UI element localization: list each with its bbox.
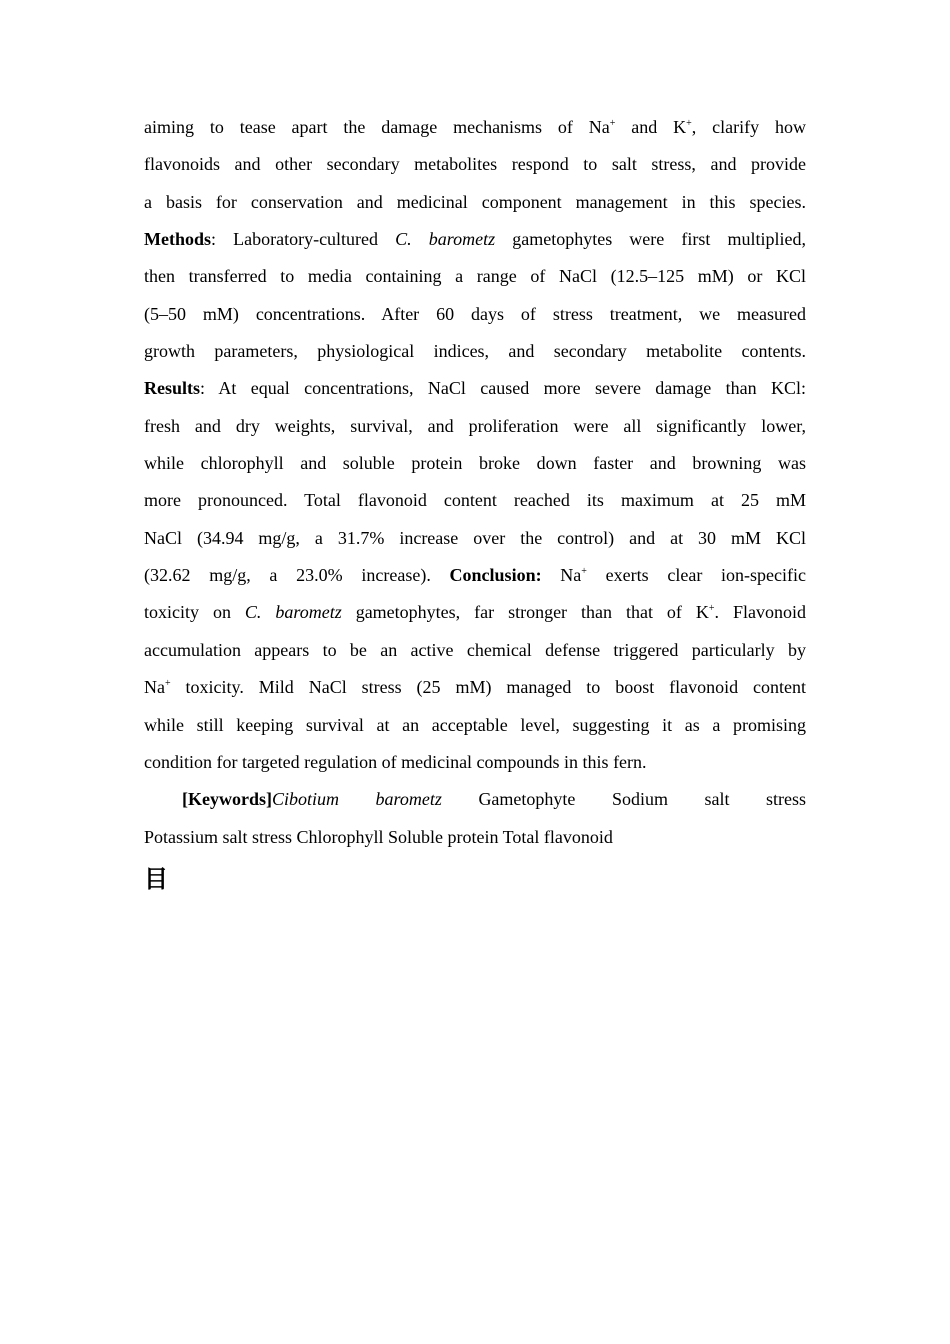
text-run: (32.62 mg/g, a 23.0% increase). xyxy=(144,565,450,586)
text-run: Na xyxy=(144,677,165,698)
abstract-line xyxy=(144,370,806,407)
text-run: . Flavonoid xyxy=(714,602,806,623)
abstract-body xyxy=(144,109,806,781)
toc-heading: 目 xyxy=(144,864,168,893)
text-run: gametophytes were first multiplied, xyxy=(495,229,806,250)
results-label: Results xyxy=(144,378,201,399)
text-run: and K xyxy=(615,117,687,137)
abstract-line: a basis for conservation and medicinal component management in this species. xyxy=(144,191,806,212)
abstract-line: then transferred to media containing a range of NaCl (12.5–125 mM) or KCl xyxy=(144,266,806,287)
abstract-line: NaCl (34.94 mg/g, a 31.7% increase over the control) and at 30 mM KCl xyxy=(144,527,806,548)
text-run: : At equal concentrations, NaCl caused more severe damage than KCl: xyxy=(200,378,806,399)
methods-label: Methods xyxy=(144,229,211,250)
text-run: gametophytes, far stronger than that of K xyxy=(341,602,709,623)
abstract-line: growth parameters, physiological indices, and secondary metabolite contents. xyxy=(144,341,806,362)
abstract-line xyxy=(144,594,806,631)
superscript: + xyxy=(165,678,171,690)
text-run: aiming to tease apart the damage mechanisms of Na xyxy=(144,117,610,137)
superscript: + xyxy=(708,603,715,615)
abstract-line xyxy=(144,557,806,594)
species-name: C. barometz xyxy=(395,229,496,250)
text-run: toxicity on xyxy=(144,602,245,623)
superscript: + xyxy=(686,118,692,129)
keywords-label: [Keywords] xyxy=(182,789,272,810)
text-run: exerts clear ion-specific xyxy=(586,565,807,586)
keyword-genus: Cibotium xyxy=(271,789,339,810)
abstract-line: while chlorophyll and soluble protein broke down faster and browning was xyxy=(144,453,806,474)
abstract-line: flavonoids and other secondary metabolites respond to salt stress, and provide xyxy=(144,154,806,175)
keywords-block xyxy=(144,781,806,856)
abstract-line xyxy=(144,669,806,706)
abstract-line: condition for targeted regulation of medicinal compounds in this fern. xyxy=(144,751,647,772)
conclusion-label: Conclusion: xyxy=(449,565,542,586)
keywords-line: Potassium salt stress Chlorophyll Soluble protein Total flavonoid xyxy=(144,826,613,847)
keyword-species: barometz xyxy=(375,789,442,810)
abstract-line: accumulation appears to be an active chemical defense triggered particularly by xyxy=(144,639,806,660)
superscript: + xyxy=(581,566,587,578)
abstract-line: while still keeping survival at an acceptable level, suggesting it as a promising xyxy=(144,714,806,735)
keywords-line xyxy=(144,781,806,818)
text-run: Na xyxy=(541,565,582,586)
document-page xyxy=(144,109,806,894)
keyword-list: Gametophyte Sodium salt stress xyxy=(478,789,807,810)
abstract-line: fresh and dry weights, survival, and proliferation were all significantly lower, xyxy=(144,415,806,436)
text-run: : Laboratory-cultured xyxy=(211,229,396,250)
superscript: + xyxy=(609,118,616,129)
abstract-line xyxy=(144,221,806,258)
text-run: , clarify how xyxy=(691,117,806,137)
text-run: toxicity. Mild NaCl stress (25 mM) managed to boost flavonoid content xyxy=(170,677,806,698)
species-name: C. barometz xyxy=(244,602,342,623)
abstract-line: more pronounced. Total flavonoid content reached its maximum at 25 mM xyxy=(144,490,806,511)
abstract-line xyxy=(144,109,806,146)
abstract-line: (5–50 mM) concentrations. After 60 days of stress treatment, we measured xyxy=(144,303,806,324)
